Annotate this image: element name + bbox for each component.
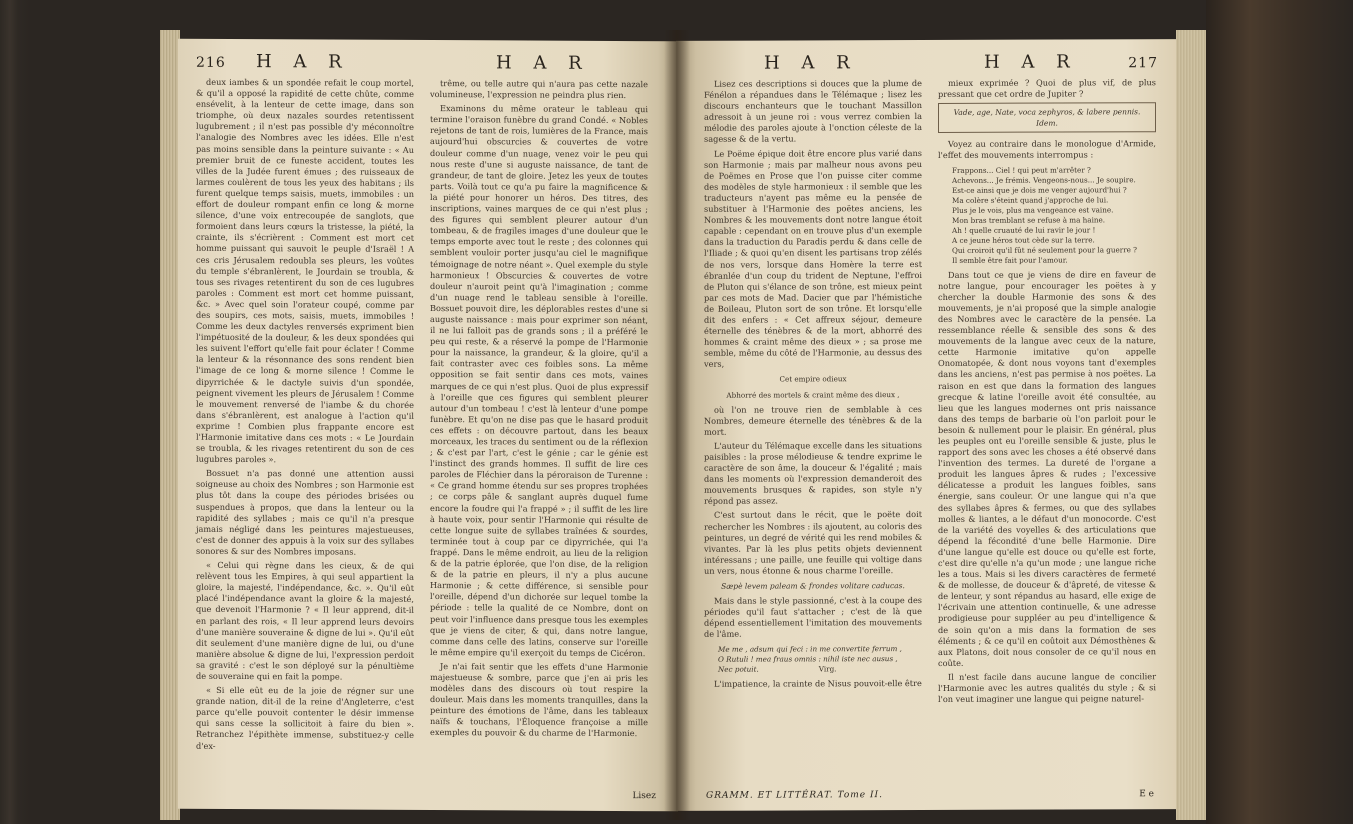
verse-line: Il semble être fait pour l'amour.: [952, 255, 1068, 265]
verse-line: Plus je le vois, plus ma vengeance est vaine.: [952, 204, 1114, 215]
paragraph: Bossuet n'a pas donné une attention aussi soigneuse au choix des Nombres ; son Harmonie est plus tôt dans la coupe des périodes brisées ou suspendues à propos, que dans la lenteur ou la rapidité des syllabes ; mais ce qu'il n'a presque jamais négligé dans les peintures majestueuses, c'est de donner des appuis à la voix sur des syllabes sonores & sur des Nombres imposans.: [196, 468, 414, 557]
latin-quote: Sæpè levem paleam & frondes volitare caducas.: [721, 581, 905, 591]
verse-line: A ce jeune héros tout cède sur la terre.: [952, 234, 1095, 245]
right-page-number: 217: [1128, 55, 1158, 72]
signature-line: GRAMM. ET LITTÉRAT. Tome II.: [706, 790, 883, 801]
verse-line: Mon bras tremblant se refuse à ma haine.: [952, 214, 1106, 225]
book-cover-edge: [1206, 0, 1353, 824]
left-page: [178, 39, 678, 812]
latin-verse: [718, 644, 922, 675]
right-page: [676, 39, 1176, 811]
right-catchword: E e: [1139, 789, 1154, 800]
verse-line: Nec potuit.: [718, 664, 759, 674]
verse-caption-1: Cet empire odieux: [779, 374, 847, 384]
left-page-number: 216: [196, 54, 226, 71]
right-page-edges: [1176, 30, 1206, 820]
paragraph: où l'on ne trouve rien de semblable à ces Nombres, demeure éternelle des ténèbres & de la mort.: [704, 403, 922, 437]
right-running-head-1: H A R: [764, 52, 858, 74]
paragraph: « Celui qui règne dans les cieux, & de qui relèvent tous les Empires, à qui seul appartient la gloire, la majesté, l'indépendance, &c. ». Qu'il eût placé l'indépendance avant la gloire & la majesté, que devenoit l'Harmonie ? « Il leur apprend, dit-il en parlant des rois, « Il leur apprend leurs devoirs d'une manière souveraine & digne de lui ». Qu'il eût dit seulement d'une manière digne de lui, ou d'une manière absolue & digne de lui, l'expression perdoit sa gravité : c'est le son déployé sur la pénultième de souveraine qui en fait la pompe.: [196, 559, 414, 682]
right-running-head: [694, 51, 1158, 75]
latin-quote: Vade, age, Nate, voca zephyros, & labere pennis. Idem.: [953, 107, 1141, 128]
paragraph: L'impatience, la crainte de Nisus pouvoit-elle être: [714, 677, 922, 689]
paragraph: mieux exprimée ? Quoi de plus vif, de plus pressant que cet ordre de Jupiter ?: [938, 77, 1156, 100]
verse-line: Qui croiroit qu'il fût né seulement pour la guerre ?: [952, 244, 1138, 255]
verse-attribution: Virg.: [818, 663, 837, 673]
paragraph: Le Poëme épique doit être encore plus varié dans son Harmonie ; mais par malheur nous avons peu de Poëmes en Prose que l'on puisse citer comme des modèles de style harmonieux : il semble que les traducteurs n'ayent pas même eu la pensée de substituer à l'Harmonie des poëtes anciens, les Nombres & les mouvements dont notre langue étoit capable : cependant on en trouve plus d'un exemple dans la traduction du Paradis perdu & dans celle de l'Iliade ; & quoi qu'en disent les partisans trop zélés de nos vers, lorsque dans Homère la terre est ébranlée d'un coup du trident de Neptune, l'effroi de Pluton qui s'élance de son trône, est mieux peint par ces mots de Mad. Dacier que par l'hémistiche de Boileau, Pluton sort de son trône. Et lorsqu'elle dit des enfers : « Cet affreux séjour, demeure éternelle des ténèbres & de la mort, abhorré des hommes & craint même des dieux » ; sa prose me semble, même du côté de l'Harmonie, au dessus des vers,: [704, 147, 922, 370]
left-page-edges: [160, 30, 180, 820]
paragraph: Examinons du même orateur le tableau qui termine l'oraison funèbre du grand Condé. « Nobles rejetons de tant de rois, lumières de la France, mais aujourd'hui obscurcies & couvertes de votre douleur comme d'un nuage, venez voir le peu qui nous reste d'une si auguste naissance, de tant de grandeur, de tant de gloire. Jetez les yeux de toutes parts. Voilà tout ce qu'a pu faire la magnificence & la piété pour honorer un héros. Des titres, des inscriptions, vaines marques de ce qui n'est plus ; des figures qui semblent pleurer autour d'un tombeau, & de fragiles images d'une douleur que le temps emporte avec tout le reste ; des colonnes qui semblent vouloir porter jusqu'au ciel le magnifique témoignage de notre néant ». Quel exemple du style harmonieux ! Obscurcies & couvertes de votre douleur n'auroit peint qu'à l'imagination ; comme d'un nuage rend le tableau sensible à l'oreille. Bossuet pouvoit dire, les déplorables restes d'une si auguste naissance : mais pour exprimer son néant, il ne lui falloit pas de grands sons ; il a préféré le peu qui reste, & a réservé la pompe de l'Harmonie pour la naissance, la grandeur, & la gloire, qu'il a fait contraster avec ces foibles sons. La même opposition se fait sentir dans ces mots, vaines marques de ce qui n'est plus. Quoi de plus expressif à l'oreille que ces figures qui semblent pleurer autour d'un tombeau ! c'est là lenteur d'une pompe funèbre. Et qu'on ne dise pas que le hasard produit ces effets : on découvre partout, dans les beaux morceaux, les traces du sentiment ou de la réflexion ; & c'est par l'art, c'est le génie ; car le génie est l'instinct des grands hommes. Il suffit de lire ces paroles de Fléchier dans la péroraison de Turenne : « Ce grand homme étendu sur ses propres trophées ; ce corps pâle & sanglant auprès duquel fume encore la foudre qui l'a frappé » ; il suffit de les lire à haute voix, pour sentir l'Harmonie qui résulte de cette longue suite de syllabes traînées & sourdes, terminée tout à coup par ce dipyrrichée, qui l'a frappé. Dans le même endroit, au lieu de la religion & de la patrie éplorée, que l'on dise, de la religion & de la patrie en pleurs, il n'y a plus aucune Harmonie ; & cette différence, si sensible pour l'oreille, dépend d'un dichorée sur lequel tombe la période : telle la qualité de ce Nombre, dont on peut voir l'influence dans presque tous les exemples que je viens de citer, & qui, dans notre langue, comme dans celle des latins, conserve sur l'oreille le même empire qu'il exerçoit du temps de Cicéron.: [430, 103, 648, 658]
paragraph: L'auteur du Télémaque excelle dans les situations paisibles : la prose mélodieuse & tendre exprime le caractère de son âme, la douceur & l'égalité ; mais dans les moments où l'expression demanderoit des mouvements brusques & rapides, son style n'y répond pas assez.: [704, 439, 922, 507]
left-column-2: [430, 78, 648, 743]
right-running-head-2: H A R: [984, 51, 1078, 73]
verse-caption-2: Abhorré des mortels & craint même des dieux ,: [726, 389, 900, 400]
verse-line: Achevons... Je frémis. Vengeons-nous... Je soupire.: [952, 174, 1136, 185]
paragraph: Il n'est facile dans aucune langue de concilier l'Harmonie avec les autres qualités du style ; & si l'on veut imaginer une langue qui peigne naturel-: [938, 671, 1156, 705]
paragraph: C'est surtout dans le récit, que le poëte doit rechercher les Nombres : ils ajoutent, au coloris des peintures, un degré de vérité qui les rend mobiles & vivantes. Par là les plus petits objets deviennent intéressans ; une paille, une feuille qui voltige dans un vers, nous étonne & nous charme l'oreille.: [704, 509, 922, 576]
left-catchword: Lisez: [632, 791, 656, 802]
paragraph: Mais dans le style passionné, c'est à la coupe des périodes qu'il faut s'attacher ; c'est de là que dépend essentiellement l'imitation des mouvements de l'âme.: [704, 595, 922, 640]
paragraph: Lisez ces descriptions si douces que la plume de Fénélon a répandues dans le Télémaque ; lisez les discours enchanteurs que le touchant Massillon adressoit à un jeune roi : vous verrez combien la mélodie des paroles ajoute à l'onction céleste de la sagesse & de la vertu.: [704, 78, 922, 145]
paragraph: Voyez au contraire dans le monologue d'Armide, l'effet des mouvements interrompus :: [938, 138, 1156, 161]
paragraph: trême, ou telle autre qui n'aura pas cette nazale volumineuse, l'expression ne peindra plus rien.: [430, 78, 648, 101]
verse-line: Ma colère s'éteint quand j'approche de lui.: [952, 194, 1109, 205]
paragraph: Je n'ai fait sentir que les effets d'une Harmonie majestueuse & sombre, parce que j'en ai pris les modèles dans des discours où tout respire la douleur. Mais dans les moments tranquilles, dans la peinture des émotions de l'âme, dans les tableaux naïfs & touchans, l'Éloquence françoise a mille exemples du pouvoir & du charme de l'Harmonie.: [430, 660, 648, 739]
right-column-2: [938, 77, 1156, 708]
left-running-head-2: H A R: [496, 52, 590, 74]
armide-verse: [952, 165, 1156, 266]
verse-line: Est-ce ainsi que je dois me venger aujourd'hui ?: [952, 184, 1127, 195]
left-running-head: [196, 51, 660, 75]
verse-line-last: [718, 664, 922, 675]
left-column-1: [196, 77, 414, 756]
left-running-head-1: H A R: [256, 51, 350, 73]
paragraph: Dans tout ce que je viens de dire en faveur de notre langue, pour encourager les poëtes à y chercher la double Harmonie des sons & des mouvements, je n'ai proposé que la simple analogie des Nombres avec le caractère de la pensée. La ressemblance réelle & sensible des sons & des mouvements de la langue avec ceux de la nature, cette Harmonie imitative qu'on appelle Onomatopée, & dont nous voyons tant d'exemples dans les anciens, n'est pas permise à nos poëtes. La raison en est que dans la formation des langues grecque & latine l'oreille avoit été consultée, au lieu que les langues modernes ont pris naissance dans des temps de barbarie où l'on parloit pour le besoin & nullement pour le plaisir. En général, plus les peuples ont eu l'oreille sensible & juste, plus le rapport des sons avec les choses a été observé dans l'invention des termes. La dureté de l'organe a produit les langues âpres & rudes ; l'excessive délicatesse a produit les langues foibles, sans énergie, sans couleur. Or une langue qui n'a que des syllabes âpres & fermes, ou que des syllabes molles & liantes, a le défaut d'un monocorde. C'est de la variété des voyelles & des articulations que dépend la fécondité d'une belle Harmonie. Dire d'une langue qu'elle est douce ou qu'elle est forte, c'est dire qu'elle n'a qu'un mode ; une langue riche les a tous. Mais si les divers caractères de fermeté & de mollesse, de douceur & d'âpreté, de vitesse & de lenteur, y sont répandus au hasard, elle exige de l'écrivain une attention continuelle, & une adresse prodigieuse pour suppléer au peu d'intelligence & de soin qu'on a mis dans la formation de ses éléments ; & ce qu'il en coûtoit aux Démosthènes & aux Platons, doit nous consoler de ce qu'il nous en coûte.: [938, 268, 1156, 668]
right-column-1: [704, 78, 922, 692]
paragraph: « Si elle eût eu de la joie de régner sur une grande nation, dit-il de la reine d'Angleterre, c'est parce qu'elle pouvoit contenter le désir immense qui sans cesse la sollicitoit à faire du bien ». Retranchez l'épithète immense, substituez-y celle d'ex-: [196, 684, 414, 751]
verse-line: Frappons... Ciel ! qui peut m'arrêter ?: [952, 164, 1091, 175]
paragraph: deux iambes & un spondée refait le coup mortel, & qu'il a opposé la rapidité de cette chûte, comme ensévelit, à la lenteur de cette image, dans son triomphe, où deux nazales sourdes retentissent lugubrement ; il n'est pas possible d'y méconnoître l'analogie des Nombres avec les idées. Elle n'est pas moins sensible dans la peinture suivante : « Au premier bruit de ce funeste accident, toutes les villes de la Judée furent émues ; des ruisseaux de larmes coulèrent de tous les yeux des habitans ; ils furent quelque temps saisis, muets, immobiles : un effort de douleur rompant enfin ce long & morne silence, d'une voix entrecoupée de sanglots, que formoient dans leurs cœurs la tristesse, la piété, la crainte, ils s'écrièrent : Comment est mort cet homme puissant qui sauvoit le peuple d'Israël ! A ces cris Jérusalem redoubla ses pleurs, les voûtes du temple s'ébranlèrent, le Jourdain se troubla, & tous ses rivages retentirent du son de ces lugubres paroles : Comment est mort cet homme puissant, &c. » Avec quel soin l'orateur coupé, comme par des soupirs, ces mots, saisis, muets, immobiles ! Comme les deux dactyles renversés expriment bien l'impétuosité de la douleur, & les deux spondées qui les suivent l'effort qu'elle fait pour éclater ! Comme la lenteur & la résonnance des sons rendent bien l'image de ce long & morne silence ! Comme le dipyrrichée & le dactyle suivis d'un spondée, peignent vivement les pleurs de Jérusalem ! Comme le mouvement renversé de l'iambe & du chorée dans s'ébranlèrent, est analogue à l'action qu'il exprime ! Combien plus frappante encore est l'Harmonie imitative dans ces mots : « Le Jourdain se troubla, & les rivages retentirent du son de ces lugubres paroles ».: [196, 76, 414, 465]
verse-line: Ah ! quelle cruauté de lui ravir le jour !: [952, 224, 1096, 235]
verse-line: Me me , adsum qui feci : in me convertite ferrum ,: [718, 643, 902, 654]
verse-line: O Rutuli ! mea fraus omnis : nihil iste nec ausus ,: [718, 653, 898, 664]
latin-quote-box: [938, 102, 1156, 133]
